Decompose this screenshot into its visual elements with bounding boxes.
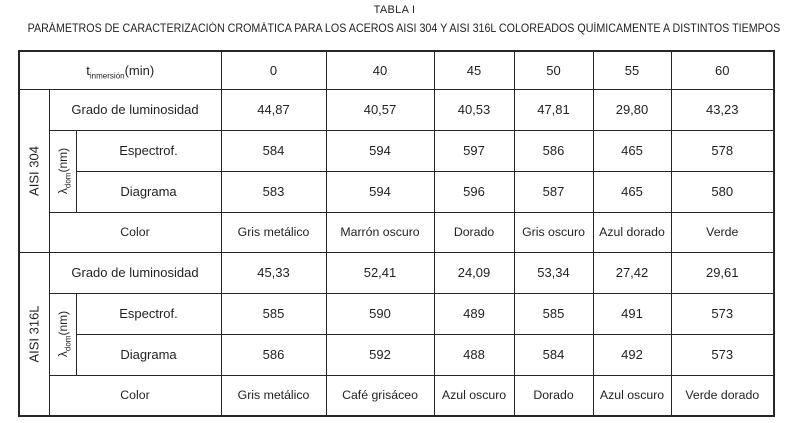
diagrama-value: 594 — [326, 171, 434, 212]
espectrof-value: 489 — [434, 293, 514, 334]
luminosity-value: 40,53 — [434, 89, 514, 130]
color-value: Gris metálico — [221, 375, 326, 416]
espectrof-value: 578 — [671, 130, 774, 171]
luminosity-value: 29,61 — [671, 252, 774, 293]
header-row — [19, 51, 774, 89]
row-label-diagrama: Diagrama — [76, 334, 221, 375]
espectrof-value: 590 — [326, 293, 434, 334]
diagrama-value: 465 — [593, 171, 671, 212]
aisi316l-luminosity-row — [19, 252, 774, 293]
luminosity-value: 24,09 — [434, 252, 514, 293]
diagrama-value: 580 — [671, 171, 774, 212]
espectrof-value: 465 — [593, 130, 671, 171]
row-label-espectrof: Espectrof. — [76, 130, 221, 171]
color-value: Dorado — [514, 375, 593, 416]
time-col-header-0: 0 — [221, 51, 326, 89]
diagrama-value: 488 — [434, 334, 514, 375]
group-label-aisi-304 — [19, 89, 49, 252]
luminosity-value: 40,57 — [326, 89, 434, 130]
diagrama-value: 592 — [326, 334, 434, 375]
lambda-dom-header-text: $\lambda_{dom}(nm)$ — [55, 310, 72, 358]
espectrof-value: 573 — [671, 293, 774, 334]
immersion-time-header — [19, 51, 221, 89]
lambda-dom-header — [49, 130, 76, 212]
luminosity-value: 44,87 — [221, 89, 326, 130]
diagrama-value: 596 — [434, 171, 514, 212]
espectrof-value: 585 — [221, 293, 326, 334]
color-value: Dorado — [434, 212, 514, 252]
lambda-dom-header — [49, 293, 76, 375]
row-label-espectrof: Espectrof. — [76, 293, 221, 334]
color-value: Marrón oscuro — [326, 212, 434, 252]
row-label-luminosity: Grado de luminosidad — [49, 89, 221, 130]
row-label-diagrama: Diagrama — [76, 171, 221, 212]
color-value: Verde — [671, 212, 774, 252]
espectrof-value: 594 — [326, 130, 434, 171]
lambda-dom-header-text: $\lambda_{dom}(nm)$ — [55, 147, 72, 195]
aisi316l-color-row — [19, 375, 774, 416]
diagrama-value: 583 — [221, 171, 326, 212]
luminosity-value: 45,33 — [221, 252, 326, 293]
espectrof-value: 491 — [593, 293, 671, 334]
diagrama-value: 584 — [514, 334, 593, 375]
luminosity-value: 53,34 — [514, 252, 593, 293]
row-label-luminosity: Grado de luminosidad — [49, 252, 221, 293]
group-label-aisi-316l-text: AISI 316L — [26, 305, 42, 363]
diagrama-value: 492 — [593, 334, 671, 375]
diagrama-value: 573 — [671, 334, 774, 375]
luminosity-value: 29,80 — [593, 89, 671, 130]
espectrof-value: 585 — [514, 293, 593, 334]
color-value: Azul oscuro — [434, 375, 514, 416]
immersion-time-base: t — [86, 62, 90, 78]
group-label-aisi-304-text: AISI 304 — [26, 145, 42, 196]
espectrof-value: 584 — [221, 130, 326, 171]
color-value: Gris oscuro — [514, 212, 593, 252]
group-label-aisi-316l — [19, 252, 49, 416]
espectrof-value: 597 — [434, 130, 514, 171]
color-value: Gris metálico — [221, 212, 326, 252]
color-value: Café grisáceo — [326, 375, 434, 416]
time-col-header-1: 40 — [326, 51, 434, 89]
aisi304-color-row — [19, 212, 774, 252]
time-col-header-3: 50 — [514, 51, 593, 89]
luminosity-value: 47,81 — [514, 89, 593, 130]
chromatic-parameters-table — [18, 50, 775, 417]
table-caption-title: PARÁMETROS DE CARACTERIZACIÓN CROMÁTICA PARA LOS ACEROS AISI 304 Y AISI 316L COLOREADOS QUÍMICAMENTE A DISTINTOS TIEMPOS — [27, 23, 781, 35]
diagrama-value: 586 — [221, 334, 326, 375]
table-caption-label: TABLA I — [373, 4, 416, 16]
luminosity-value: 43,23 — [671, 89, 774, 130]
immersion-time-unit: (min) — [124, 62, 155, 78]
aisi304-luminosity-row — [19, 89, 774, 130]
aisi316l-espectrof-row — [19, 293, 774, 334]
aisi304-diagrama-row — [19, 171, 774, 212]
color-value: Azul oscuro — [593, 375, 671, 416]
row-label-color: Color — [49, 212, 221, 252]
espectrof-value: 586 — [514, 130, 593, 171]
time-col-header-2: 45 — [434, 51, 514, 89]
diagrama-value: 587 — [514, 171, 593, 212]
luminosity-value: 52,41 — [326, 252, 434, 293]
row-label-color: Color — [49, 375, 221, 416]
aisi304-espectrof-row — [19, 130, 774, 171]
color-value: Azul dorado — [593, 212, 671, 252]
time-col-header-4: 55 — [593, 51, 671, 89]
immersion-time-subscript: inmersión — [89, 71, 125, 81]
color-value: Verde dorado — [671, 375, 774, 416]
aisi316l-diagrama-row — [19, 334, 774, 375]
luminosity-value: 27,42 — [593, 252, 671, 293]
time-col-header-5: 60 — [671, 51, 774, 89]
